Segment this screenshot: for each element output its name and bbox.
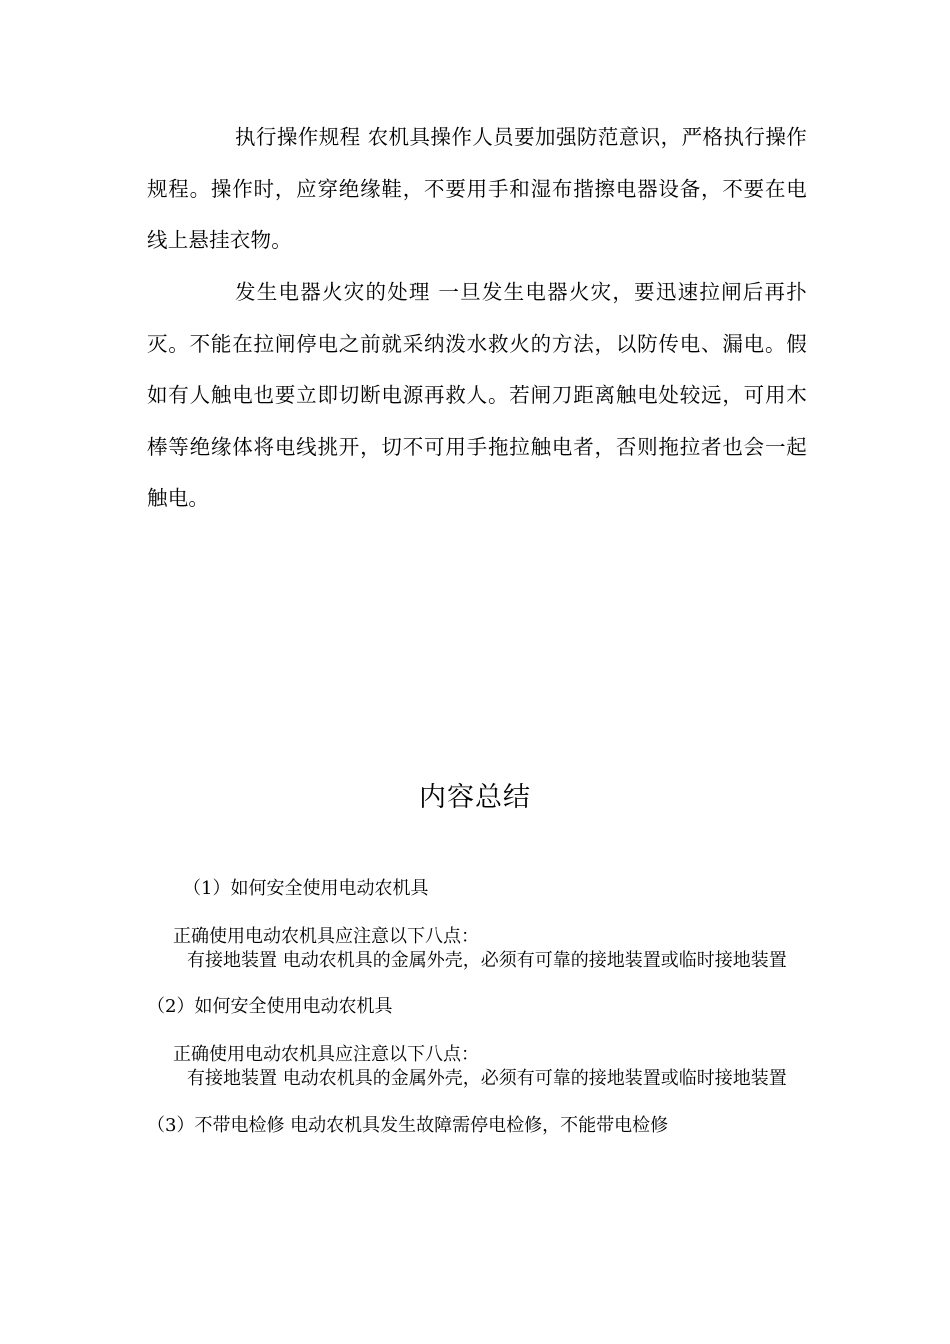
summary-item2-line1: 正确使用电动农机具应注意以下八点： [173, 1044, 479, 1065]
summary-item1-line2: 有接地装置 电动农机具的金属外壳，必须有可靠的接地装置或临时接地装置 [187, 950, 787, 971]
paragraph-operating-rules: 执行操作规程 农机具操作人员要加强防范意识，严格执行操作规程。操作时，应穿绝缘鞋，不要用手和湿布揩擦电器设备，不要在电线上悬挂衣物。 [147, 125, 807, 252]
summary-title: 内容总结 [419, 782, 531, 813]
summary-item2-heading: （2）如何安全使用电动农机具 [147, 996, 393, 1017]
summary-item1-heading: （1）如何安全使用电动农机具 [183, 878, 429, 899]
summary-item2-line2: 有接地装置 电动农机具的金属外壳，必须有可靠的接地装置或临时接地装置 [187, 1068, 787, 1089]
summary-item3-line: （3）不带电检修 电动农机具发生故障需停电检修，不能带电检修 [147, 1115, 669, 1136]
paragraph-electrical-fire: 发生电器火灾的处理 一旦发生电器火灾，要迅速拉闸后再扑灭。不能在拉闸停电之前就采纳泼水救火的方法，以防传电、漏电。假如有人触电也要立即切断电源再救人。若闸刀距离触电处较远，可用木棒等绝缘体将电线挑开，切不可用手拖拉触电者，否则拖拉者也会一起触电。 [147, 280, 807, 510]
summary-item1-line1: 正确使用电动农机具应注意以下八点： [173, 926, 479, 947]
